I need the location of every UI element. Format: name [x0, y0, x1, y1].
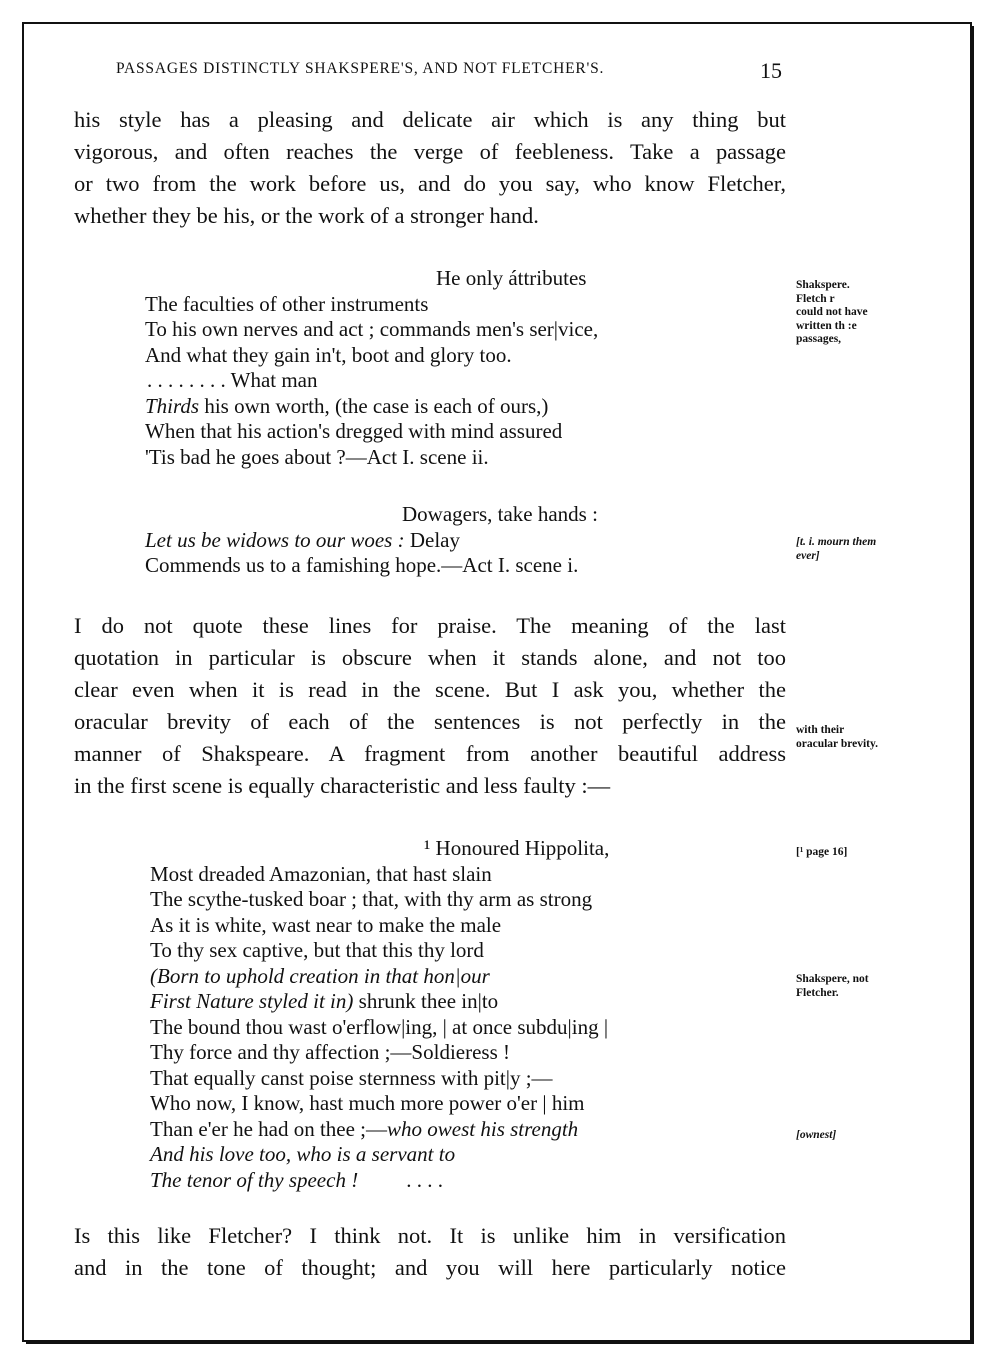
verse-line: As it is white, wast near to make the male: [150, 912, 502, 937]
text-line: manner of Shakspeare. A fragment from another beautiful address: [74, 741, 786, 766]
verse-line: And what they gain in't, boot and glory too.: [145, 342, 512, 367]
side-note-ownest: [ownest]: [796, 1129, 837, 1141]
verse-line: Who now, I know, hast much more power o'er | him: [150, 1091, 585, 1115]
note-line: [t. i. mourn them: [796, 536, 877, 548]
note-line: with their: [796, 724, 845, 736]
ellipsis-dots: . . . .: [406, 1167, 443, 1192]
quotation-2: [145, 502, 598, 579]
text-line: oracular brevity of each of the sentences is not perfectly in the: [74, 709, 786, 734]
verse-line: And his love too, who is a servant to: [150, 1142, 456, 1166]
verse-line: The faculties of other instruments: [145, 291, 429, 316]
side-note-not-fletcher: [796, 973, 869, 1000]
verse-text: Than e'er he had on thee ;—: [150, 1116, 388, 1141]
italic-text: The tenor of thy speech !: [150, 1167, 359, 1192]
text-line: his style has a pleasing and delicate air which is any thing but: [74, 107, 786, 132]
verse-line: [150, 1168, 609, 1194]
note-line: Fletch r: [796, 292, 835, 305]
verse-line: He only áttributes: [436, 266, 587, 290]
verse-line: To his own nerves and act ; commands men's ser|vice,: [145, 317, 599, 341]
verse-line: (Born to uphold creation in that hon|our: [150, 963, 490, 988]
verse-line: [150, 1117, 609, 1143]
note-line: could not have: [796, 306, 868, 318]
verse-line: Thy force and thy affection ;—Soldieress !: [150, 1040, 511, 1064]
page-number: 15: [760, 58, 782, 83]
verse-line: [150, 989, 609, 1015]
text-line: clear even when it is read in the scene. But I ask you, whether the: [74, 677, 786, 702]
side-note-brevity: [796, 724, 878, 751]
italic-text: Let us be widows to our woes :: [145, 527, 405, 552]
text-line: in the first scene is equally characteristic and less faulty :—: [74, 773, 611, 798]
paragraph-2: [74, 610, 786, 802]
paragraph-3: [74, 1220, 786, 1284]
verse-line: The bound thou wast o'erflow|ing, | at once subdu|ing |: [150, 1014, 609, 1039]
text-line: I do not quote these lines for praise. The meaning of the last: [74, 613, 786, 638]
italic-text: who owest his strength: [387, 1116, 579, 1141]
text-line: Is this like Fletcher? I think not. It is unlike him in versification: [74, 1223, 786, 1248]
text-line: and in the tone of thought; and you will here particularly notice: [74, 1255, 786, 1280]
text-line: or two from the work before us, and do you say, who know Fletcher,: [74, 171, 786, 196]
italic-text: First Nature styled it in): [150, 989, 354, 1013]
verse-line: That equally canst poise sternness with pit|y ;—: [150, 1065, 553, 1090]
quotation-1: [145, 266, 598, 470]
verse-text: his own worth, (the case is each of ours,): [199, 393, 549, 418]
italic-text: Thirds: [145, 393, 200, 418]
verse-text: Delay: [404, 527, 461, 552]
verse-line: The scythe-tusked boar ; that, with thy arm as strong: [150, 887, 593, 911]
verse-text: shrunk thee in|to: [353, 989, 499, 1013]
running-title: PASSAGES DISTINCTLY SHAKSPERE'S, AND NOT FLETCHER'S.: [116, 60, 605, 77]
verse-line: 'Tis bad he goes about ?—Act I. scene ii.: [145, 444, 489, 469]
side-note-mourn: [796, 536, 876, 563]
note-line: Shakspere, not: [796, 973, 869, 985]
verse-line: When that his action's dregged with mind assured: [145, 419, 563, 443]
verse-line: Commends us to a famishing hope.—Act I. scene i.: [145, 553, 579, 577]
verse-line: To thy sex captive, but that this thy lord: [150, 938, 484, 962]
note-line: passages,: [796, 333, 842, 345]
text-line: vigorous, and often reaches the verge of feebleness. Take a passage: [74, 139, 786, 164]
verse-line: [145, 528, 598, 554]
verse-line: . . . . . . . . What man: [147, 368, 318, 392]
verse-line: [145, 394, 598, 420]
note-line: ever]: [796, 549, 820, 562]
side-note-page-ref: [¹ page 16]: [796, 846, 848, 858]
paragraph-1: [74, 104, 786, 232]
note-line: Shakspere.: [796, 279, 850, 291]
text-line: quotation in particular is obscure when it stands alone, and not too: [74, 645, 786, 670]
note-line: oracular brevity.: [796, 737, 878, 750]
verse-line: Most dreaded Amazonian, that hast slain: [150, 861, 492, 886]
text-line: whether they be his, or the work of a stronger hand.: [74, 203, 539, 228]
verse-line: Dowagers, take hands :: [402, 502, 598, 526]
verse-line: ¹ Honoured Hippolita,: [424, 836, 610, 860]
side-note-shakspere: [796, 279, 868, 347]
quotation-3: [150, 836, 609, 1193]
note-line: Fletcher.: [796, 986, 839, 999]
note-line: written th :e: [796, 319, 857, 332]
